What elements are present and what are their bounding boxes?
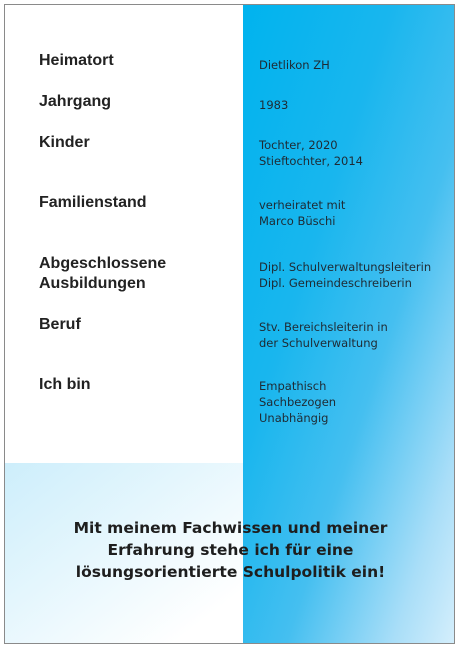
value-line: Dietlikon ZH xyxy=(259,58,330,72)
value-line: Stieftochter, 2014 xyxy=(259,154,363,168)
label-ausbildungen xyxy=(39,254,166,294)
label-kinder xyxy=(39,133,90,153)
slogan-line: Mit meinem Fachwissen und meiner xyxy=(73,519,388,537)
label-beruf xyxy=(39,315,81,335)
label-line: Abgeschlossene xyxy=(39,255,167,272)
label-heimatort xyxy=(39,51,114,71)
value-ausbildungen xyxy=(259,259,431,291)
value-line: Stv. Bereichsleiterin in xyxy=(259,320,388,334)
value-familienstand xyxy=(259,197,345,229)
value-heimatort xyxy=(259,57,330,73)
value-line: Tochter, 2020 xyxy=(259,138,338,152)
value-ich-bin xyxy=(259,378,336,426)
value-line: Marco Büschi xyxy=(259,214,336,228)
slogan-line: Erfahrung stehe ich für eine xyxy=(107,541,354,559)
value-line: Unabhängig xyxy=(259,411,329,425)
value-line: verheiratet mit xyxy=(259,198,346,212)
value-line: Dipl. Gemeindeschreiberin xyxy=(259,276,412,290)
value-kinder xyxy=(259,137,363,169)
value-line: der Schulverwaltung xyxy=(259,336,378,350)
label-line: Beruf xyxy=(39,316,81,333)
value-line: Empathisch xyxy=(259,379,327,393)
label-line: Ausbildungen xyxy=(39,275,146,292)
value-jahrgang xyxy=(259,97,288,113)
label-familienstand xyxy=(39,193,147,213)
label-line: Familienstand xyxy=(39,194,147,211)
label-line: Ich bin xyxy=(39,376,91,393)
label-line: Kinder xyxy=(39,134,90,151)
value-line: Dipl. Schulverwaltungsleiterin xyxy=(259,260,432,274)
slogan-line: lösungsorientierte Schulpolitik ein! xyxy=(75,563,386,581)
value-beruf xyxy=(259,319,388,351)
slogan xyxy=(35,517,426,583)
label-jahrgang xyxy=(39,92,111,112)
label-line: Jahrgang xyxy=(39,93,112,110)
label-line: Heimatort xyxy=(39,52,114,69)
value-line: 1983 xyxy=(259,98,289,112)
label-ich-bin xyxy=(39,375,91,395)
profile-card xyxy=(4,4,455,644)
value-line: Sachbezogen xyxy=(259,395,337,409)
